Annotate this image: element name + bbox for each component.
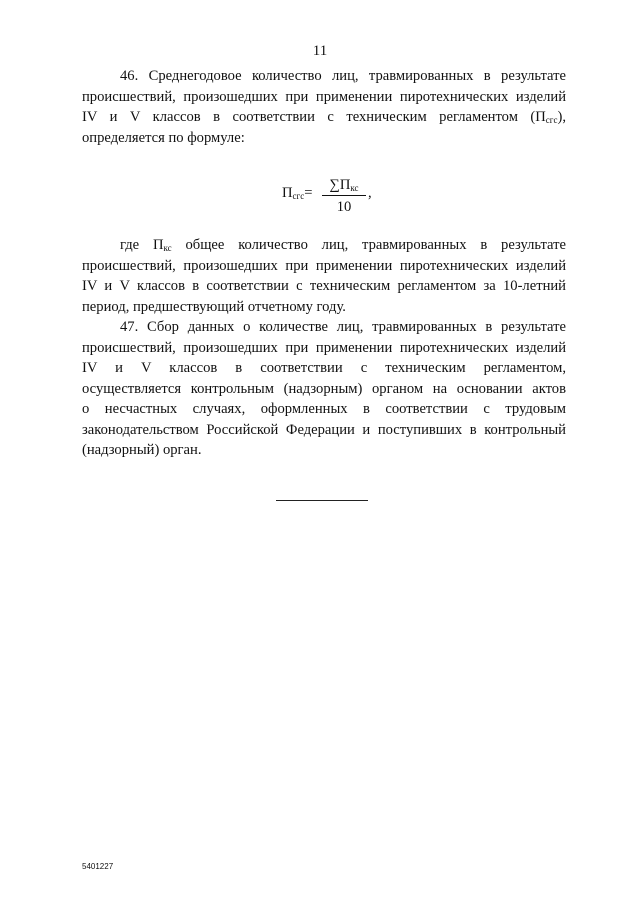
where-clause (82, 235, 566, 317)
paragraph-46-line-4: определяется по формуле: (82, 129, 245, 146)
where-line-1 (82, 235, 566, 256)
paragraph-46-line-3-text: IV и V классов в соответствии с техническим регламентом (П (82, 109, 546, 125)
where-line-1-text: где П (120, 237, 164, 253)
paragraph-46-line-2: происшествий, произошедших при применении пиротехнических изделий (82, 88, 566, 105)
paragraph-47-line-2: происшествий, произошедших при применении пиротехнических изделий (82, 339, 566, 356)
paragraph-46 (82, 66, 566, 148)
paragraph-47-line-1: 47. Сбор данных о количестве лиц, травмированных в результате (120, 319, 566, 335)
document-code: 5401227 (82, 862, 114, 871)
formula-equals: = (304, 185, 313, 201)
formula-numerator (322, 176, 366, 194)
subscript-sgs: сгс (545, 115, 558, 125)
where-line-2: происшествий, произошедших при применении пиротехнических изделий (82, 257, 566, 274)
formula-sum: ∑П (329, 177, 351, 193)
page-number: 11 (312, 43, 328, 59)
paragraph-47-line-6: законодательством Российской Федерации и поступивших в контрольный (82, 421, 566, 438)
where-line-3: IV и V классов в соответствии с техническим регламентом за 10-летний (82, 278, 566, 294)
where-line-4: период, предшествующий отчетному году. (82, 298, 346, 315)
paragraph-46-line-3 (82, 107, 566, 128)
paragraph-47-line-4: осуществляется контрольным (надзорным) органом на основании актов (82, 380, 566, 397)
paragraph-47 (82, 317, 566, 461)
where-line-1-tail: общее количество лиц, травмированных в результате (171, 237, 566, 253)
formula-lhs (282, 185, 312, 202)
formula-denominator: 10 (336, 199, 352, 215)
paragraph-46-line-3-tail: ), (557, 109, 566, 125)
formula-numerator-subscript: кс (350, 183, 359, 193)
formula-lhs-subscript: сгс (292, 191, 305, 201)
subscript-ks: кс (163, 243, 172, 253)
paragraph-47-line-7: (надзорный) орган. (82, 442, 202, 458)
formula-comma: , (368, 185, 372, 201)
paragraph-46-line-1: 46. Среднегодовое количество лиц, травмированных в результате (120, 68, 566, 84)
paragraph-47-line-3: IV и V классов в соответствии с техническим регламентом, (82, 360, 566, 376)
formula-lhs-symbol: П (282, 185, 293, 201)
fraction-bar (322, 195, 366, 196)
formula-fraction (322, 176, 366, 216)
end-separator-line (276, 500, 368, 501)
paragraph-47-line-5: о несчастных случаях, оформленных в соответствии с трудовым (82, 401, 566, 417)
